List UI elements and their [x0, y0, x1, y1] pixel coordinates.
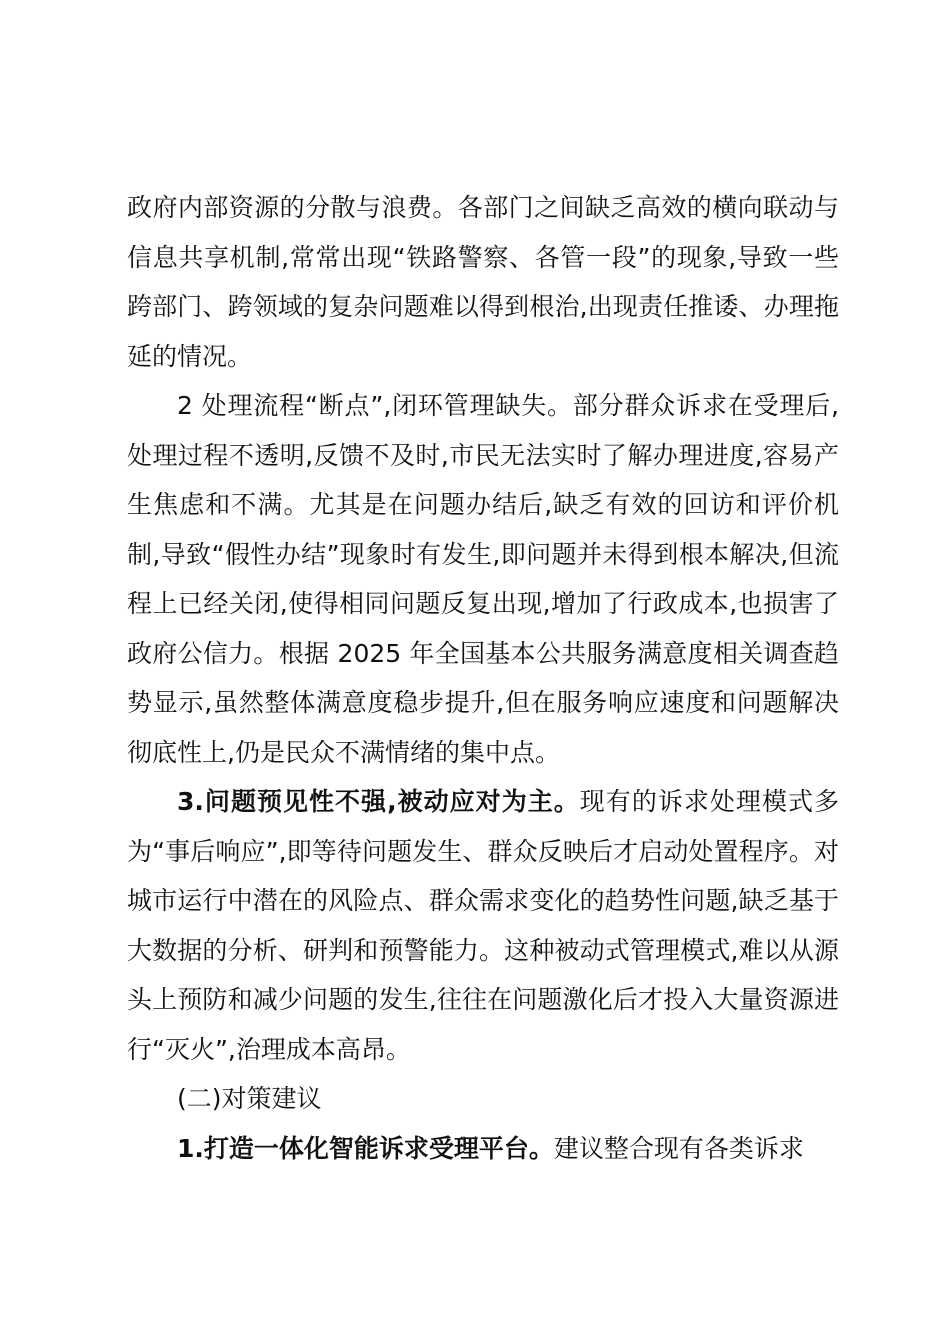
- paragraph-lead-bold: 3.问题预见性不强,被动应对为主。: [177, 787, 580, 816]
- paragraph-process-breakpoint: 2 处理流程“断点”,闭环管理缺失。部分群众诉求在受理后,处理过程不透明,反馈不及时,市民无法实时了解办理进度,容易产生焦虑和不满。尤其是在问题办结后,缺乏有效的回访和评价机制,导致“假性办结”现象时有发生,即问题并未得到根本解决,但流程上已经关闭,使得相同问题反复出现,增加了行政成本,也损害了政府公信力。根据 2025 年全国基本公共服务满意度相关调查趋势显示,虽然整体满意度稳步提升,但在服务响应速度和问题解决彻底性上,仍是民众不满情绪的集中点。: [127, 391, 839, 767]
- paragraph-body-text: 建议整合现有各类诉求: [553, 1133, 804, 1163]
- paragraph-body-text: 现有的诉求处理模式多为“事后响应”,即等待问题发生、群众反映后才启动处置程序。对城市运行中潜在的风险点、群众需求变化的趋势性问题,缺乏基于大数据的分析、研判和预警能力。这种被动式管理模式,难以从源头上预防和减少问题的发生,往往在问题激化后才投入大量资源进行“灭火”,治理成本高昂。: [127, 787, 839, 1064]
- paragraph-foresight: [127, 777, 839, 1074]
- document-body: [127, 183, 839, 1173]
- paragraph-lead-bold: 1.打造一体化智能诉求受理平台。: [177, 1133, 554, 1163]
- section-heading-countermeasures: (二)对策建议: [177, 1084, 322, 1113]
- paragraph-platform: [127, 1124, 839, 1174]
- paragraph-continuation: 政府内部资源的分散与浪费。各部门之间缺乏高效的横向联动与信息共享机制,常常出现“铁路警察、各管一段”的现象,导致一些跨部门、跨领域的复杂问题难以得到根治,出现责任推诿、办理拖延的情况。: [127, 193, 839, 371]
